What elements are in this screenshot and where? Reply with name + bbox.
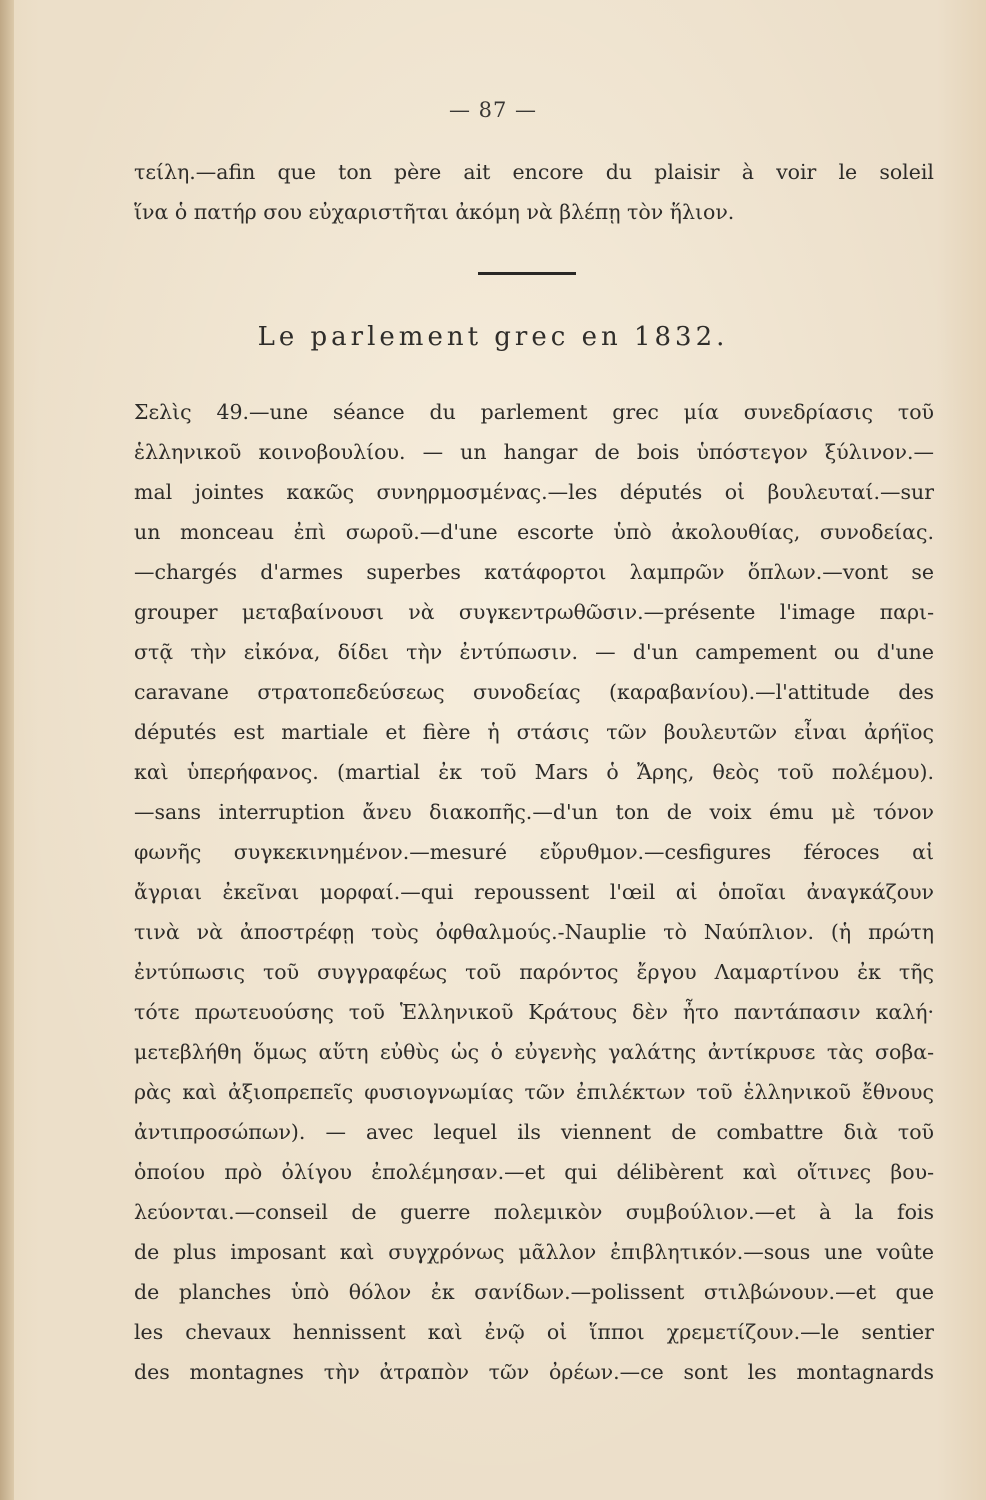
body-line: de plus imposant καὶ συγχρόνως μᾶλλον ἐπιβλητικόν.—sous une voûte <box>134 1240 934 1264</box>
body-line: καὶ ὑπερήφανος. (martial ἐκ τοῦ Mars ὁ Ἄρης, θεὸς τοῦ πολέμου). <box>134 760 934 784</box>
body-line: des montagnes τὴν ἀτραπὸν τῶν ὀρέων.—ce sont les montagnards <box>134 1360 934 1384</box>
intro-line: ἵνα ὁ πατήρ σου εὐχαριστῆται ἀκόμη νὰ βλέπῃ τὸν ἥλιον. <box>134 200 735 224</box>
body-line: φωνῆς συγκεκινημένον.—mesuré εὔρυθμον.—cesfigures féroces αἱ <box>134 840 934 864</box>
body-line: —sans interruption ἄνευ διακοπῆς.—d'un ton de voix ému μὲ τόνον <box>134 800 934 824</box>
body-line: —chargés d'armes superbes κατάφορτοι λαμπρῶν ὅπλων.—vont se <box>134 560 934 584</box>
body-line: ἄγριαι ἐκεῖναι μορφαί.—qui repoussent l'œil αἱ ὁποῖαι ἀναγκάζουν <box>134 880 934 904</box>
body-line: députés est martiale et fière ἡ στάσις τῶν βουλευτῶν εἶναι ἀρήϊος <box>134 720 934 744</box>
body-line: ἀντιπροσώπων). — avec lequel ils viennent de combattre διὰ τοῦ <box>134 1120 934 1144</box>
body-line: caravane στρατοπεδεύσεως συνοδείας (καραβανίου).—l'attitude des <box>134 680 934 704</box>
page-binding-edge <box>0 0 14 1500</box>
body-line: τινὰ νὰ ἀποστρέφῃ τοὺς ὀφθαλμούς.-Nauplie τὸ Ναύπλιον. (ἡ πρώτη <box>134 920 934 944</box>
body-line: Σελὶς 49.—une séance du parlement grec μία συνεδρίασις τοῦ <box>134 400 934 424</box>
body-line: les chevaux hennissent καὶ ἐνῷ οἱ ἵπποι χρεμετίζουν.—le sentier <box>134 1320 934 1344</box>
body-line: στᾷ τὴν εἰκόνα, δίδει τὴν ἐντύπωσιν. — d'un campement ou d'une <box>134 640 934 664</box>
body-line: un monceau ἐπὶ σωροῦ.—d'une escorte ὑπὸ ἀκολουθίας, συνοδείας. <box>134 520 934 544</box>
body-line: ἑλληνικοῦ κοινοβουλίου. — un hangar de bois ὑπόστεγον ξύλινον.— <box>134 440 934 464</box>
intro-paragraph <box>134 152 934 232</box>
body-line: τότε πρωτευούσης τοῦ Ἑλληνικοῦ Κράτους δὲν ἦτο παντάπασιν καλή· <box>134 1000 934 1024</box>
section-title: Le parlement grec en 1832. <box>257 322 729 352</box>
section-divider <box>478 272 576 275</box>
body-line: grouper μεταβαίνουσι νὰ συγκεντρωθῶσιν.—présente l'image παρι- <box>134 600 934 624</box>
body-paragraph <box>134 392 934 1392</box>
page-number: — 87 — <box>448 98 538 122</box>
body-line: ρὰς καὶ ἀξιοπρεπεῖς φυσιογνωμίας τῶν ἐπιλέκτων τοῦ ἑλληνικοῦ ἔθνους <box>134 1080 934 1104</box>
body-line: λεύονται.—conseil de guerre πολεμικὸν συμβούλιον.—et à la fois <box>134 1200 934 1224</box>
intro-line: τείλη.—afin que ton père ait encore du plaisir à voir le soleil <box>134 160 934 184</box>
body-line: de planches ὑπὸ θόλον ἐκ σανίδων.—polissent στιλβώνουν.—et que <box>134 1280 934 1304</box>
body-line: μετεβλήθη ὅμως αὕτη εὐθὺς ὡς ὁ εὐγενὴς γαλάτης ἀντίκρυσε τὰς σοβα- <box>134 1040 934 1064</box>
body-line: ὁποίου πρὸ ὀλίγου ἐπολέμησαν.—et qui délibèrent καὶ οἵτινες βου- <box>134 1160 934 1184</box>
body-line: mal jointes κακῶς συνηρμοσμένας.—les députés οἱ βουλευταί.—sur <box>134 480 934 504</box>
body-line: ἐντύπωσις τοῦ συγγραφέως τοῦ παρόντος ἔργου Λαμαρτίνου ἐκ τῆς <box>134 960 934 984</box>
